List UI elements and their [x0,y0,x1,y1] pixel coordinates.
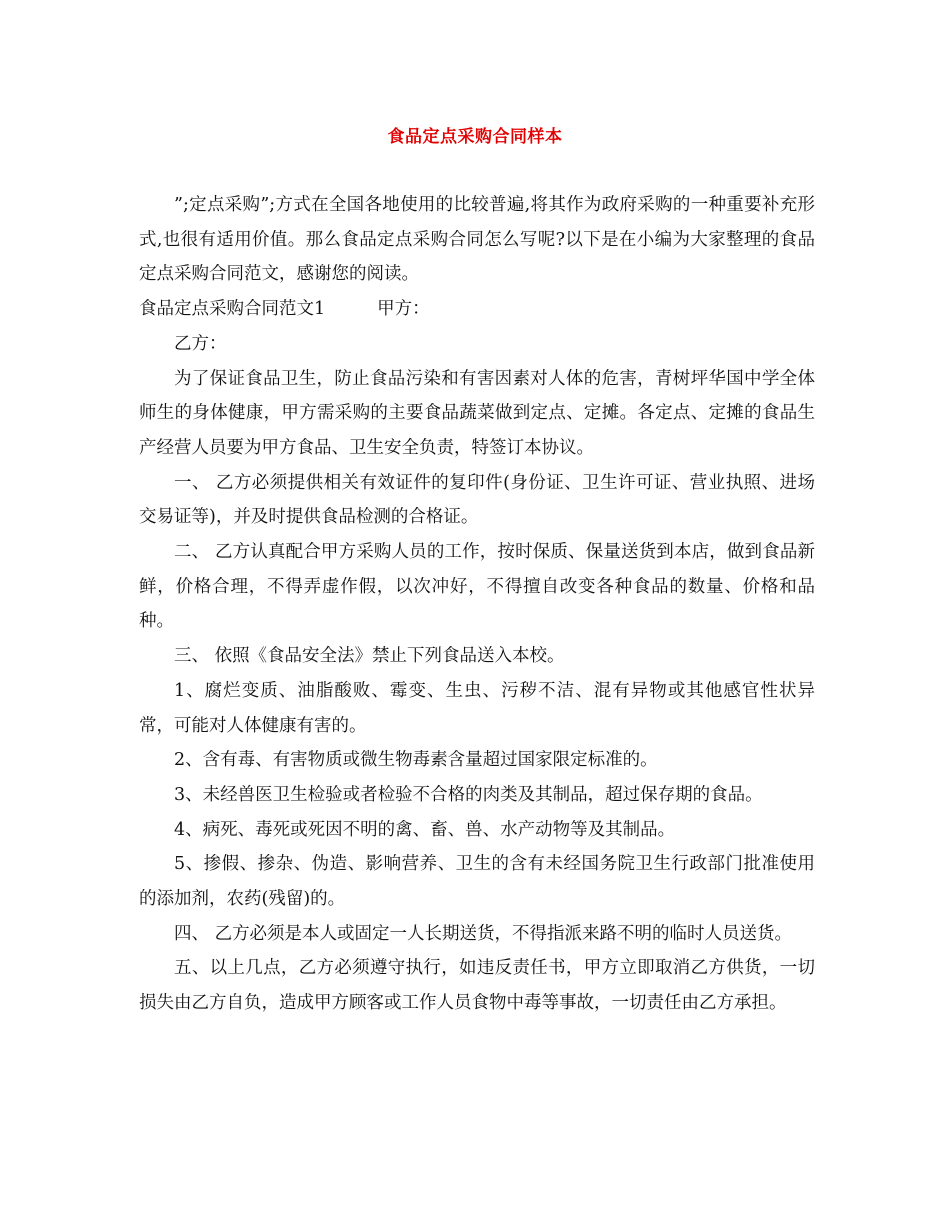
purpose-paragraph: 为了保证食品卫生，防止食品污染和有害因素对人体的危害，青树坪华国中学全体师生的身体健康，甲方需采购的主要食品蔬菜做到定点、定摊。各定点、定摊的食品生产经营人员要为甲方食品、卫生安全负责，特签订本协议。 [139,368,815,458]
sample-heading-line [139,292,815,327]
intro-paragraph: ”;定点采购”;方式在全国各地使用的比较普遍,将其作为政府采购的一种重要补充形式,也很有适用价值。那么食品定点采购合同怎么写呢?以下是在小编为大家整理的食品定点采购合同范文，感谢您的阅读。 [139,195,815,285]
prohibited-item-1: 1、腐烂变质、油脂酸败、霉变、生虫、污秽不洁、混有异物或其他感官性状异常，可能对人体健康有害的。 [139,680,815,736]
clause-5: 五、以上几点，乙方必须遵守执行，如违反责任书，甲方立即取消乙方供货，一切损失由乙方自负，造成甲方顾客或工作人员食物中毒等事故，一切责任由乙方承担。 [139,958,815,1014]
clause-4: 四、 乙方必须是本人或固定一人长期送货，不得指派来路不明的临时人员送货。 [174,923,793,944]
prohibited-item-5: 5、掺假、掺杂、伪造、影响营养、卫生的含有未经国务院卫生行政部门批准使用的添加剂，农药(残留)的。 [139,854,815,910]
prohibited-item-3: 3、未经兽医卫生检验或者检验不合格的肉类及其制品，超过保存期的食品。 [174,784,763,805]
clause-3: 三、 依照《食品安全法》禁止下列食品送入本校。 [174,646,565,667]
prohibited-item-2: 2、含有毒、有害物质或微生物毒素含量超过国家限定标准的。 [174,750,658,771]
clause-2: 二、 乙方认真配合甲方采购人员的工作，按时保质、保量送货到本店，做到食品新鲜，价格合理，不得弄虚作假，以次冲好，不得擅自改变各种食品的数量、价格和品种。 [139,542,815,632]
party-b-label: 乙方： [174,333,227,354]
document-title: 食品定点采购合同样本 [387,127,563,147]
clause-1: 一、 乙方必须提供相关有效证件的复印件(身份证、卫生许可证、营业执照、进场交易证等)，并及时提供食品检测的合格证。 [139,472,815,528]
party-a-label: 甲方： [377,299,430,320]
prohibited-item-4: 4、病死、毒死或死因不明的禽、畜、兽、水产动物等及其制品。 [174,819,676,840]
sample-heading: 食品定点采购合同范文1 [139,299,326,320]
document-body [139,188,815,1021]
